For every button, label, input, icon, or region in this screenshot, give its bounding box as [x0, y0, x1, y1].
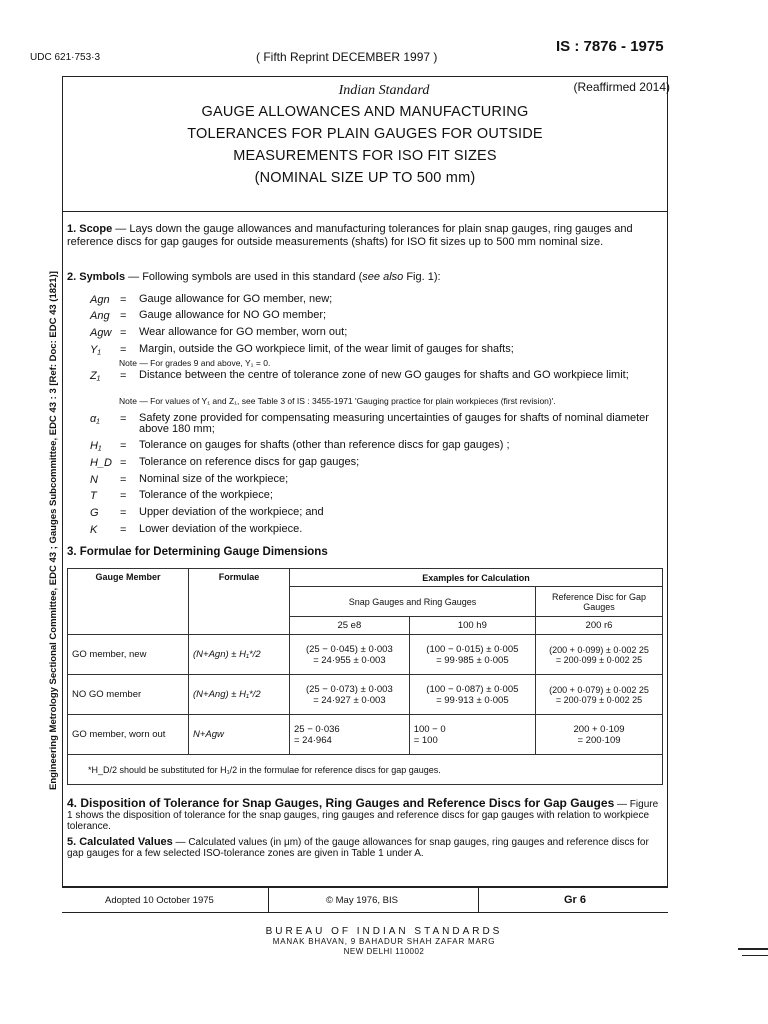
symbol-definition: Safety zone provided for compensating measuring uncertainties of gauges for shafts of nominal diameter above 180 mm; — [139, 412, 649, 435]
copyright-note: © May 1976, BIS — [326, 895, 398, 906]
symbol-key: K — [90, 524, 98, 536]
symbol-definition: Gauge allowance for GO member, new; — [139, 293, 333, 305]
is-number: IS : 7876 - 1975 — [556, 38, 664, 55]
scope-text: — Lays down the gauge allowances and manufacturing tolerances for plain snap gauges, ring gauges and reference discs for gap gauges for outside measurements (shafts) for ISO fit sizes up to 500 mm nominal size. — [67, 223, 633, 248]
bureau-address: MANAK BHAVAN, 9 BAHADUR SHAH ZAFAR MARG — [272, 937, 496, 946]
header-snap-gauges: Snap Gauges and Ring Gauges — [290, 587, 536, 617]
title-line-1: GAUGE ALLOWANCES AND MANUFACTURING — [201, 104, 529, 120]
symbol-definition: Nominal size of the workpiece; — [139, 473, 289, 485]
symbol-key: Ang — [90, 310, 110, 322]
value-line: (100 − 0·087) ± 0·005 — [426, 683, 519, 695]
symbols-heading: 2. Symbols — [67, 271, 126, 283]
formula-cell: N+Agw — [189, 715, 290, 755]
formula-cell: (N+Ang) ± H₁*/2 — [189, 675, 290, 715]
value-line: 25 − 0·036 — [294, 723, 340, 735]
value-line: = 24·964 — [294, 734, 332, 746]
edge-mark — [742, 955, 768, 956]
symbol-definition: Tolerance of the workpiece; — [139, 489, 273, 501]
header-examples: Examples for Calculation — [290, 569, 663, 587]
gauge-member-cell: GO member, worn out — [68, 715, 189, 755]
value-line: (200 + 0·079) ± 0·002 25 — [549, 684, 649, 695]
symbol-definition: Tolerance on gauges for shafts (other than reference discs for gap gauges) ; — [139, 439, 510, 451]
disposition-text: — Figure 1 shows the disposition of tolerance for the snap gauges, ring gauges and reference discs for gap gauges with relation to workpiece tolerance. — [67, 799, 659, 832]
title-line-3: MEASUREMENTS FOR ISO FIT SIZES — [233, 148, 497, 164]
calc-heading: 5. Calculated Values — [67, 836, 173, 848]
symbol-definition: Margin, outside the GO workpiece limit, of the wear limit of gauges for shafts; — [139, 343, 514, 355]
value-line: 200 + 0·109 — [573, 723, 625, 735]
formulae-table — [67, 568, 663, 785]
value-line: = 24·927 ± 0·003 — [313, 694, 386, 706]
header-col-25e8: 25 e8 — [290, 617, 410, 635]
value-line: = 100 — [413, 734, 438, 746]
edge-mark — [738, 948, 768, 950]
bureau-name: BUREAU OF INDIAN STANDARDS — [265, 926, 503, 937]
value-line: = 99·913 ± 0·005 — [436, 694, 509, 706]
gauge-member-cell: GO member, new — [68, 635, 189, 675]
symbol-definition: Wear allowance for GO member, worn out; — [139, 326, 348, 338]
symbol-key: α₁ — [90, 413, 100, 425]
disposition-heading: 4. Disposition of Tolerance for Snap Gauges, Ring Gauges and Reference Discs for Gap Gauges — [67, 796, 615, 810]
header-col-200r6: 200 r6 — [536, 617, 663, 635]
disposition-paragraph — [67, 798, 661, 832]
symbols-tail: Fig. 1): — [403, 271, 441, 283]
symbol-key: G — [90, 507, 99, 519]
value-line: = 24·955 ± 0·003 — [313, 654, 386, 666]
symbol-definition: Distance between the centre of tolerance zone of new GO gauges for shafts and GO workpiece limit; — [139, 369, 629, 381]
calculated-values-paragraph — [67, 837, 661, 859]
symbol-note: Note — For values of Y₁ and Z₁, see Table 3 of IS : 3455-1971 'Gauging practice for plain workpieces (first revision)'. — [119, 396, 556, 406]
table-footnote: *H_D/2 should be substituted for H₁/2 in the formulae for reference discs for gap gauges. — [68, 755, 663, 785]
title-line-2: TOLERANCES FOR PLAIN GAUGES FOR OUTSIDE — [187, 126, 543, 142]
symbol-key: Z₁ — [90, 370, 101, 382]
header-col-100h9: 100 h9 — [409, 617, 535, 635]
value-line: = 200·109 — [577, 734, 621, 746]
price-group: Gr 6 — [564, 894, 587, 906]
table-row — [68, 635, 663, 675]
gauge-member-cell: NO GO member — [68, 675, 189, 715]
symbols-paragraph — [67, 271, 661, 284]
header-reference-disc: Reference Disc for Gap Gauges — [536, 587, 663, 617]
title-divider — [62, 211, 668, 212]
adopted-date: Adopted 10 October 1975 — [105, 895, 214, 906]
value-line: = 200·079 ± 0·002 25 — [555, 694, 643, 705]
symbols-text: — Following symbols are used in this standard ( — [125, 271, 363, 283]
value-line: = 99·985 ± 0·005 — [436, 654, 509, 666]
footer-top-rule — [62, 887, 668, 888]
bureau-city: NEW DELHI 110002 — [343, 947, 425, 956]
symbol-key: H₁ — [90, 440, 102, 452]
symbol-definition: Gauge allowance for NO GO member; — [139, 309, 327, 321]
value-line: 100 − 0 — [413, 723, 446, 735]
table-row — [68, 715, 663, 755]
scope-paragraph — [67, 223, 661, 248]
symbol-key: N — [90, 474, 98, 486]
symbol-key: T — [90, 490, 97, 502]
reaffirmed-note: (Reaffirmed 2014) — [573, 80, 670, 94]
footer-divider — [268, 887, 269, 912]
symbol-key: Agn — [90, 294, 110, 306]
symbol-definition: Upper deviation of the workpiece; and — [139, 506, 324, 518]
symbol-note: Note — For grades 9 and above, Y₁ = 0. — [119, 358, 271, 368]
udc-number: UDC 621·753·3 — [30, 52, 101, 63]
symbol-key: Y₁ — [90, 344, 101, 356]
formulae-heading: 3. Formulae for Determining Gauge Dimensions — [67, 546, 328, 558]
title-line-4: (NOMINAL SIZE UP TO 500 mm) — [254, 170, 476, 186]
symbols-ref: see also — [362, 271, 404, 283]
calc-text: — Calculated values (in μm) of the gauge allowances for snap gauges, ring gauges and reference discs for gap gauges for a few selected ISO-tolerance zones are given in Table 1 under A. — [67, 837, 649, 859]
symbol-key: Agw — [90, 327, 112, 339]
committee-reference: Engineering Metrology Sectional Committee, EDC 43 ; Gauges Subcommittee, EDC 43 : 3 [Ref: Doc: EDC 43 (1821)] — [48, 271, 59, 790]
reprint-note: ( Fifth Reprint DECEMBER 1997 ) — [256, 50, 438, 64]
value-line: (200 + 0·099) ± 0·002 25 — [549, 644, 649, 655]
header-formulae: Formulae — [189, 569, 290, 635]
table-row — [68, 675, 663, 715]
value-line: (25 − 0·045) ± 0·003 — [305, 643, 393, 655]
symbol-definition: Tolerance on reference discs for gap gauges; — [139, 456, 360, 468]
scope-heading: 1. Scope — [67, 223, 113, 235]
footer-bottom-rule — [62, 912, 668, 913]
value-line: (100 − 0·015) ± 0·005 — [426, 643, 519, 655]
standard-label: Indian Standard — [338, 83, 430, 98]
symbol-key: H_D — [90, 457, 113, 469]
value-line: = 200·099 ± 0·002 25 — [555, 654, 643, 665]
value-line: (25 − 0·073) ± 0·003 — [305, 683, 393, 695]
footer-divider — [478, 887, 479, 912]
header-gauge-member: Gauge Member — [68, 569, 189, 635]
formula-cell: (N+Agn) ± H₁*/2 — [189, 635, 290, 675]
symbol-definition: Lower deviation of the workpiece. — [139, 523, 303, 535]
